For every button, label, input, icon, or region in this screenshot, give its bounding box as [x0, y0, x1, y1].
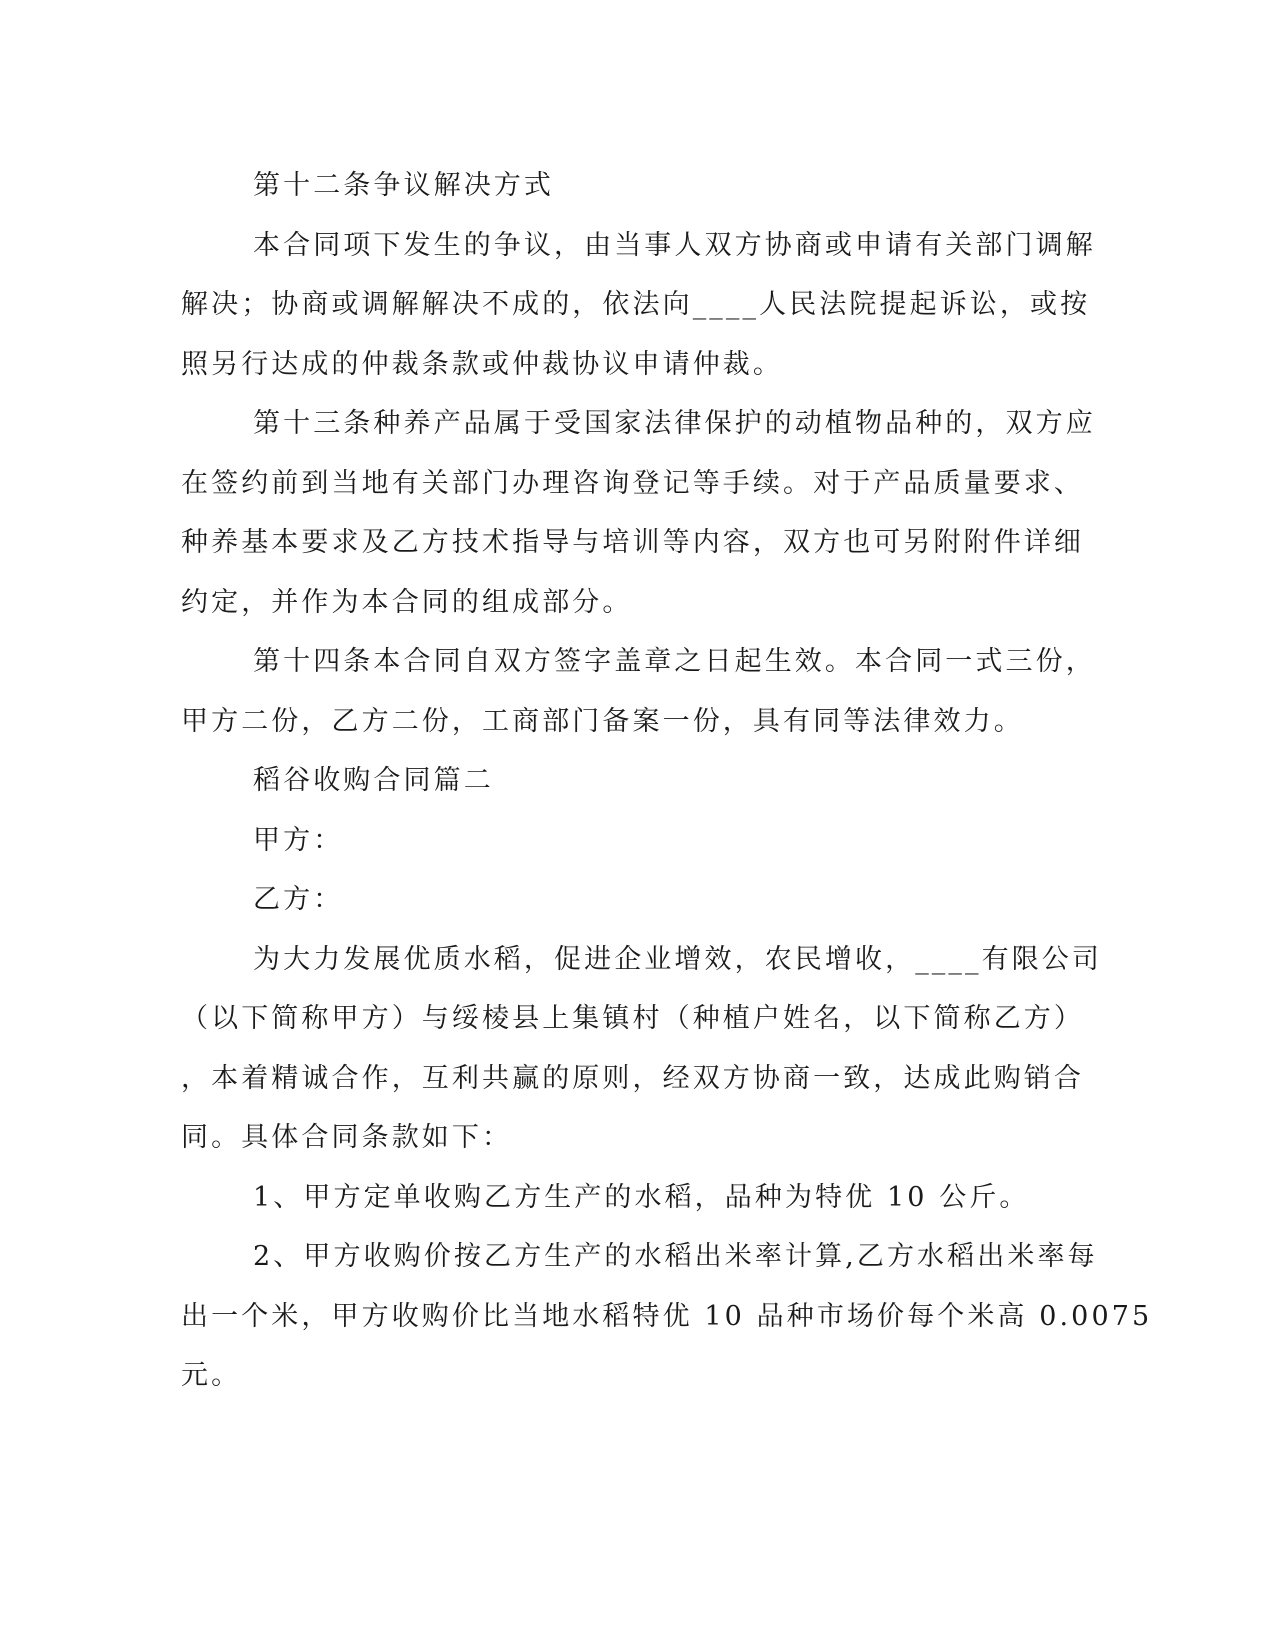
paragraph-line: 本合同项下发生的争议，由当事人双方协商或申请有关部门调解 — [253, 229, 1096, 261]
party-a-label: 甲方： — [253, 824, 344, 856]
section-heading: 稻谷收购合同篇二 — [253, 765, 494, 796]
paragraph-line: 元。 — [181, 1360, 242, 1391]
paragraph-line: 甲方二份，乙方二份，工商部门备案一份，具有同等法律效力。 — [181, 705, 1024, 737]
paragraph-line: 出一个米，甲方收购价比当地水稻特优 10 品种市场价每个米高 0.0075 — [181, 1300, 1153, 1332]
paragraph-line: 约定，并作为本合同的组成部分。 — [181, 586, 633, 618]
clause-2-line: 2、甲方收购价按乙方生产的水稻出米率计算,乙方水稻出米率每 — [253, 1241, 1098, 1272]
paragraph-line: 解决；协商或调解解决不成的，依法向____人民法院提起诉讼，或按 — [181, 289, 1091, 320]
article-14-line: 第十四条本合同自双方签字盖章之日起生效。本合同一式三份， — [253, 646, 1096, 677]
paragraph-line: 在签约前到当地有关部门办理咨询登记等手续。对于产品质量要求、 — [181, 467, 1084, 499]
paragraph-line: 为大力发展优质水稻，促进企业增效，农民增收，____有限公司 — [253, 943, 1102, 975]
paragraph-line: 种养基本要求及乙方技术指导与培训等内容，双方也可另附附件详细 — [181, 527, 1084, 558]
paragraph-line: ，本着精诚合作，互利共赢的原则，经双方协商一致，达成此购销合 — [181, 1062, 1084, 1094]
article-13-line: 第十三条种养产品属于受国家法律保护的动植物品种的，双方应 — [253, 408, 1096, 439]
paragraph-line: 同。具体合同条款如下： — [181, 1122, 513, 1153]
paragraph-line: 照另行达成的仲裁条款或仲裁协议申请仲裁。 — [181, 348, 783, 380]
paragraph-line: （以下简称甲方）与绥棱县上集镇村（种植户姓名，以下简称乙方） — [181, 1003, 1084, 1034]
article-12-heading: 第十二条争议解决方式 — [253, 170, 554, 201]
party-b-label: 乙方： — [253, 884, 344, 915]
document-body — [181, 156, 1153, 1406]
clause-1-line: 1、甲方定单收购乙方生产的水稻，品种为特优 10 公斤。 — [253, 1181, 1030, 1213]
